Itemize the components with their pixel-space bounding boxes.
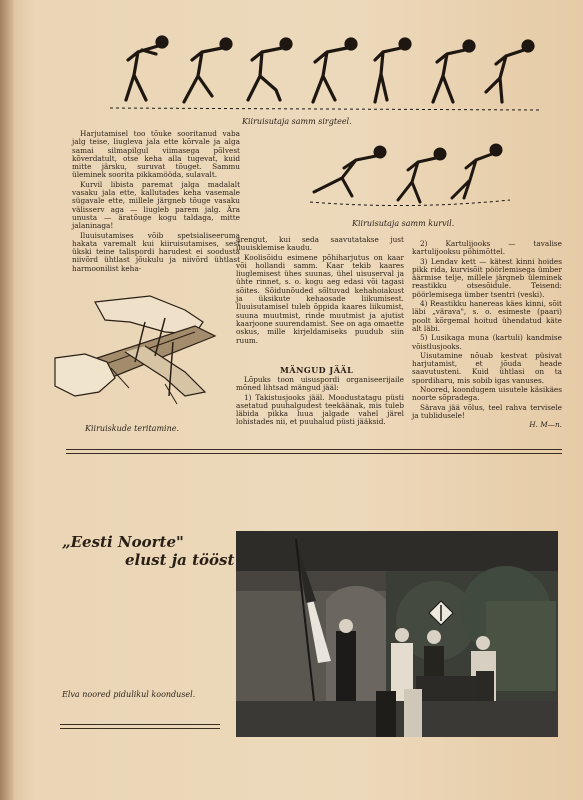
- caption-sharpening: Kiiruiskude teritamine.: [85, 424, 180, 433]
- divider-rule: [60, 724, 220, 725]
- paragraph: Iluuisutamises võib spetsialiseeruma hakata varemalt kui kiiruisutamises, sest ükski teine talispordi harudest ei soodusta niivõrd ühtlast jõukulu ja niivõrd ühtlast harmoonilist keha-: [72, 230, 240, 273]
- divider-rule: [60, 728, 220, 729]
- skater-sequence-curve: [300, 140, 520, 210]
- paragraph: 3) Lendav kett — kätest kinni hoides pikk rida, kurvisõit pöörlemisega ümber äärmise telje, millele järgneb üleminek reastikku otsesõidule. Teisend: pöörlemisega ümber tsentri (veski).: [412, 256, 562, 299]
- text-column-middle: [236, 236, 404, 346]
- caption-photo: Elva noored pidulikul koondusel.: [62, 690, 196, 699]
- section-headline-line2: elust ja tööst: [125, 551, 235, 569]
- text-column-right: [412, 240, 562, 431]
- page-fold-shadow: [0, 0, 14, 800]
- caption-curve: Kiiruisutaja samm kurvil.: [352, 219, 455, 228]
- caption-straight: Kiiruisutaja samm sirgteel.: [242, 117, 352, 126]
- divider-rule: [66, 449, 562, 450]
- paragraph: 2) Kartulijooks — tavalise kartulijooksu põhimõttel.: [412, 239, 562, 257]
- text-column-left: [72, 130, 240, 274]
- paragraph: 1) Takistusjooks jääl. Moodustatagu püsti asetatud puuhalgudest teekäänak, mis tuleb läbida pikka luua jalgade vahel järel lohistades nii, et puuhalud püsti jääksid.: [236, 392, 404, 427]
- section-heading: MÄNGUD JÄÄL: [280, 365, 354, 375]
- paragraph: Kurvil libista paremat jalga madalalt vasaku jala ette, kallutades keha vasemale sügavale ette, millele järgneb tõuge vasaku välisserv aga — liugleb parem jalg. Ära unusta — äratõuge kogu taldaga, mitte jalaninaga!: [72, 179, 240, 231]
- paragraph: Harjutamisel too tõuke sooritanud vaba jalg teise, liugleva jala ette kõrvale ja alga samai silmapilgul viimasega põlvest kõverdatult, otse keha alla tugevat, kuid mitte järsku, suruvat tõuget. Sammu üleminek soorita pikkamööda, sulavalt.: [72, 129, 240, 180]
- paragraph: arengut, kui seda saavutatakse just iluuisklemise kaudu.: [236, 235, 404, 253]
- skater-sequence-straight: [100, 30, 555, 115]
- paragraph: Uisutamine nõuab kestvat püsivat harjutamist, et jõuda heade saavutusteni. Kuid ühtlasi on ta spordiharu, mis sobib igas vanuses.: [412, 350, 562, 385]
- paragraph: Lõpuks toon uisuspordi organiseerijaile mõned lihtsad mängud jääl:: [236, 375, 404, 393]
- divider-rule: [66, 453, 562, 454]
- text-column-middle-lower: [236, 376, 404, 428]
- signature: H. M—n.: [529, 420, 562, 430]
- skate-sharpening-illustration: [45, 292, 230, 407]
- paragraph: 5) Lusikaga muna (kartuli) kandmise võistlusjooks.: [412, 333, 562, 351]
- group-photo: [236, 531, 558, 737]
- section-headline-line1: „Eesti Noorte": [62, 533, 184, 551]
- paragraph: Noored, koondugem uisutele käsikäes noorte sõpradega.: [412, 385, 562, 403]
- photo-illustration: [236, 531, 558, 737]
- paragraph: Koolisõidu esimene põhiharjutus on kaar või hollandi samm. Kaar tekib kaares liuglemisest ühes suunas, ühel uisuserval ja ühte rinnet, s. o. kogu aeg edasi või tagasi sõites. Sõidunõuded sõltuvad kehahoiakust ja üksikute kehaosade liikumisest. Iluuisutamisel tuleb õppida kaares liikumist, suuna muutmist, rinde muutmist ja ajutist kaarjoone suurendamist. See on aga omaette oskus, mille kirjeldamiseks puudub siin ruum.: [236, 252, 404, 345]
- paragraph: Särava jää võlus, teel rahva tervisele ja tublidusele!: [412, 402, 562, 420]
- paragraph: 4) Reastikku hanereas käes kinni, sõit läbi „värava", s. o. esimeste (paari) poolt kõrgemal hoitud ühendatud käte alt läbi.: [412, 299, 562, 333]
